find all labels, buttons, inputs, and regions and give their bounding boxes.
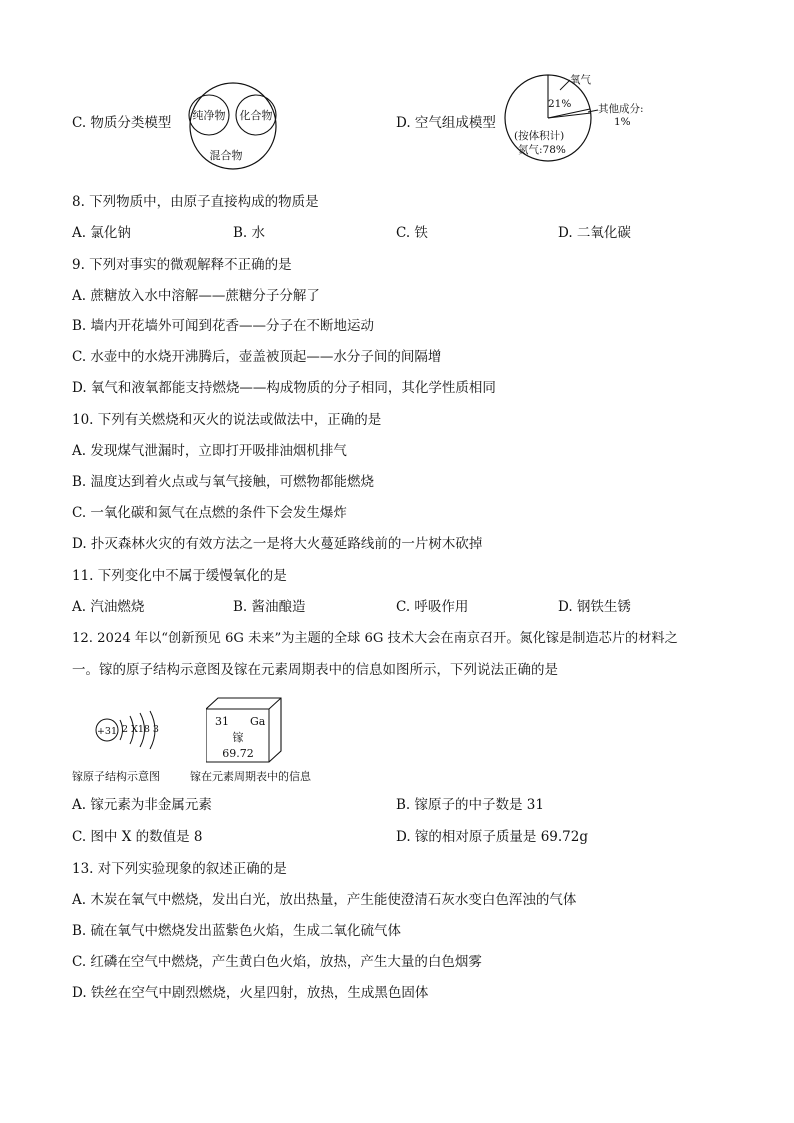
q9-option-b: B. 墙内开花墙外可闻到花香——分子在不断地运动 — [72, 318, 375, 334]
q12-stem-line1: 12. 2024 年以“创新预见 6G 未来”为主题的全球 6G 技术大会在南京召开。氮化镓是制造芯片的材料之 — [72, 631, 678, 646]
electron-shells: 2 X18 3 — [122, 724, 159, 735]
nucleus-charge: +31 — [96, 726, 118, 737]
q13-option-d: D. 铁丝在空气中剧烈燃烧，火星四射，放热，生成黑色固体 — [72, 985, 429, 1001]
q10-option-a: A. 发现煤气泄漏时，立即打开吸排油烟机排气 — [72, 443, 347, 459]
q11-option-a: A. 汽油燃烧 — [72, 599, 145, 615]
inner-left-label: 纯净物 — [192, 109, 226, 122]
other-label: 其他成分: — [598, 103, 644, 115]
q8-option-a: A. 氯化钠 — [72, 225, 131, 241]
atom-caption: 镓原子结构示意图 — [72, 770, 160, 783]
other-percent: 1% — [614, 116, 631, 128]
gallium-atom-structure — [92, 706, 172, 756]
note-label: (按体积计) — [514, 130, 565, 142]
q12-option-a: A. 镓元素为非金属元素 — [72, 797, 212, 813]
q9-option-c: C. 水壶中的水烧开沸腾后，壶盖被顶起——水分子间的间隔增 — [72, 349, 442, 365]
inner-right-label: 化合物 — [239, 109, 273, 122]
nitrogen-label: 氮气:78% — [518, 144, 566, 156]
element-name: 镓 — [232, 731, 244, 744]
q8-option-d: D. 二氧化碳 — [558, 225, 631, 241]
q11-option-d: D. 钢铁生锈 — [558, 599, 631, 615]
q7-option-c-label: C. 物质分类模型 — [72, 115, 172, 131]
element-symbol: Ga — [250, 715, 266, 728]
q8-stem: 8. 下列物质中，由原子直接构成的物质是 — [72, 194, 319, 210]
q13-option-a: A. 木炭在氧气中燃烧，发出白光，放出热量，产生能使澄清石灰水变白色浑浊的气体 — [72, 892, 577, 908]
outer-label: 混合物 — [209, 149, 243, 162]
q11-option-b: B. 酱油酿造 — [233, 599, 306, 615]
q11-stem: 11. 下列变化中不属于缓慢氧化的是 — [72, 568, 287, 584]
q9-option-d: D. 氧气和液氧都能支持燃烧——构成物质的分子相同，其化学性质相同 — [72, 380, 496, 396]
atomic-mass: 69.72 — [222, 747, 254, 760]
q7-option-d-label: D. 空气组成模型 — [396, 115, 496, 131]
q12-stem-line2: 一。镓的原子结构示意图及镓在元素周期表中的信息如图所示，下列说法正确的是 — [72, 662, 558, 678]
q8-option-b: B. 水 — [233, 225, 266, 241]
oxygen-label: 氧气 — [570, 74, 591, 86]
q12-option-c: C. 图中 X 的数值是 8 — [72, 829, 203, 845]
q12-option-b: B. 镓原子的中子数是 31 — [396, 797, 544, 813]
oxygen-percent: 21% — [548, 98, 572, 110]
q9-option-a: A. 蔗糖放入水中溶解——蔗糖分子分解了 — [72, 288, 320, 304]
q10-option-b: B. 温度达到着火点或与氧气接触，可燃物都能燃烧 — [72, 474, 375, 490]
q8-option-c: C. 铁 — [396, 225, 428, 241]
q11-option-c: C. 呼吸作用 — [396, 599, 469, 615]
classification-diagram — [178, 80, 288, 172]
q9-stem: 9. 下列对事实的微观解释不正确的是 — [72, 257, 292, 273]
atomic-number: 31 — [215, 715, 229, 728]
q10-option-c: C. 一氧化碳和氮气在点燃的条件下会发生爆炸 — [72, 505, 347, 521]
q13-option-b: B. 硫在氧气中燃烧发出蓝紫色火焰，生成二氧化硫气体 — [72, 923, 402, 939]
periodic-table-cell — [206, 697, 282, 763]
q10-stem: 10. 下列有关燃烧和灭火的说法或做法中，正确的是 — [72, 412, 382, 428]
q10-option-d: D. 扑灭森林火灾的有效方法之一是将大火蔓延路线前的一片树木砍掉 — [72, 536, 483, 552]
q12-option-d: D. 镓的相对原子质量是 69.72g — [396, 829, 589, 845]
element-caption: 镓在元素周期表中的信息 — [190, 770, 311, 783]
q13-stem: 13. 对下列实验现象的叙述正确的是 — [72, 861, 287, 877]
air-composition-pie — [500, 70, 660, 162]
q13-option-c: C. 红磷在空气中燃烧，产生黄白色火焰，放热，产生大量的白色烟雾 — [72, 954, 482, 970]
